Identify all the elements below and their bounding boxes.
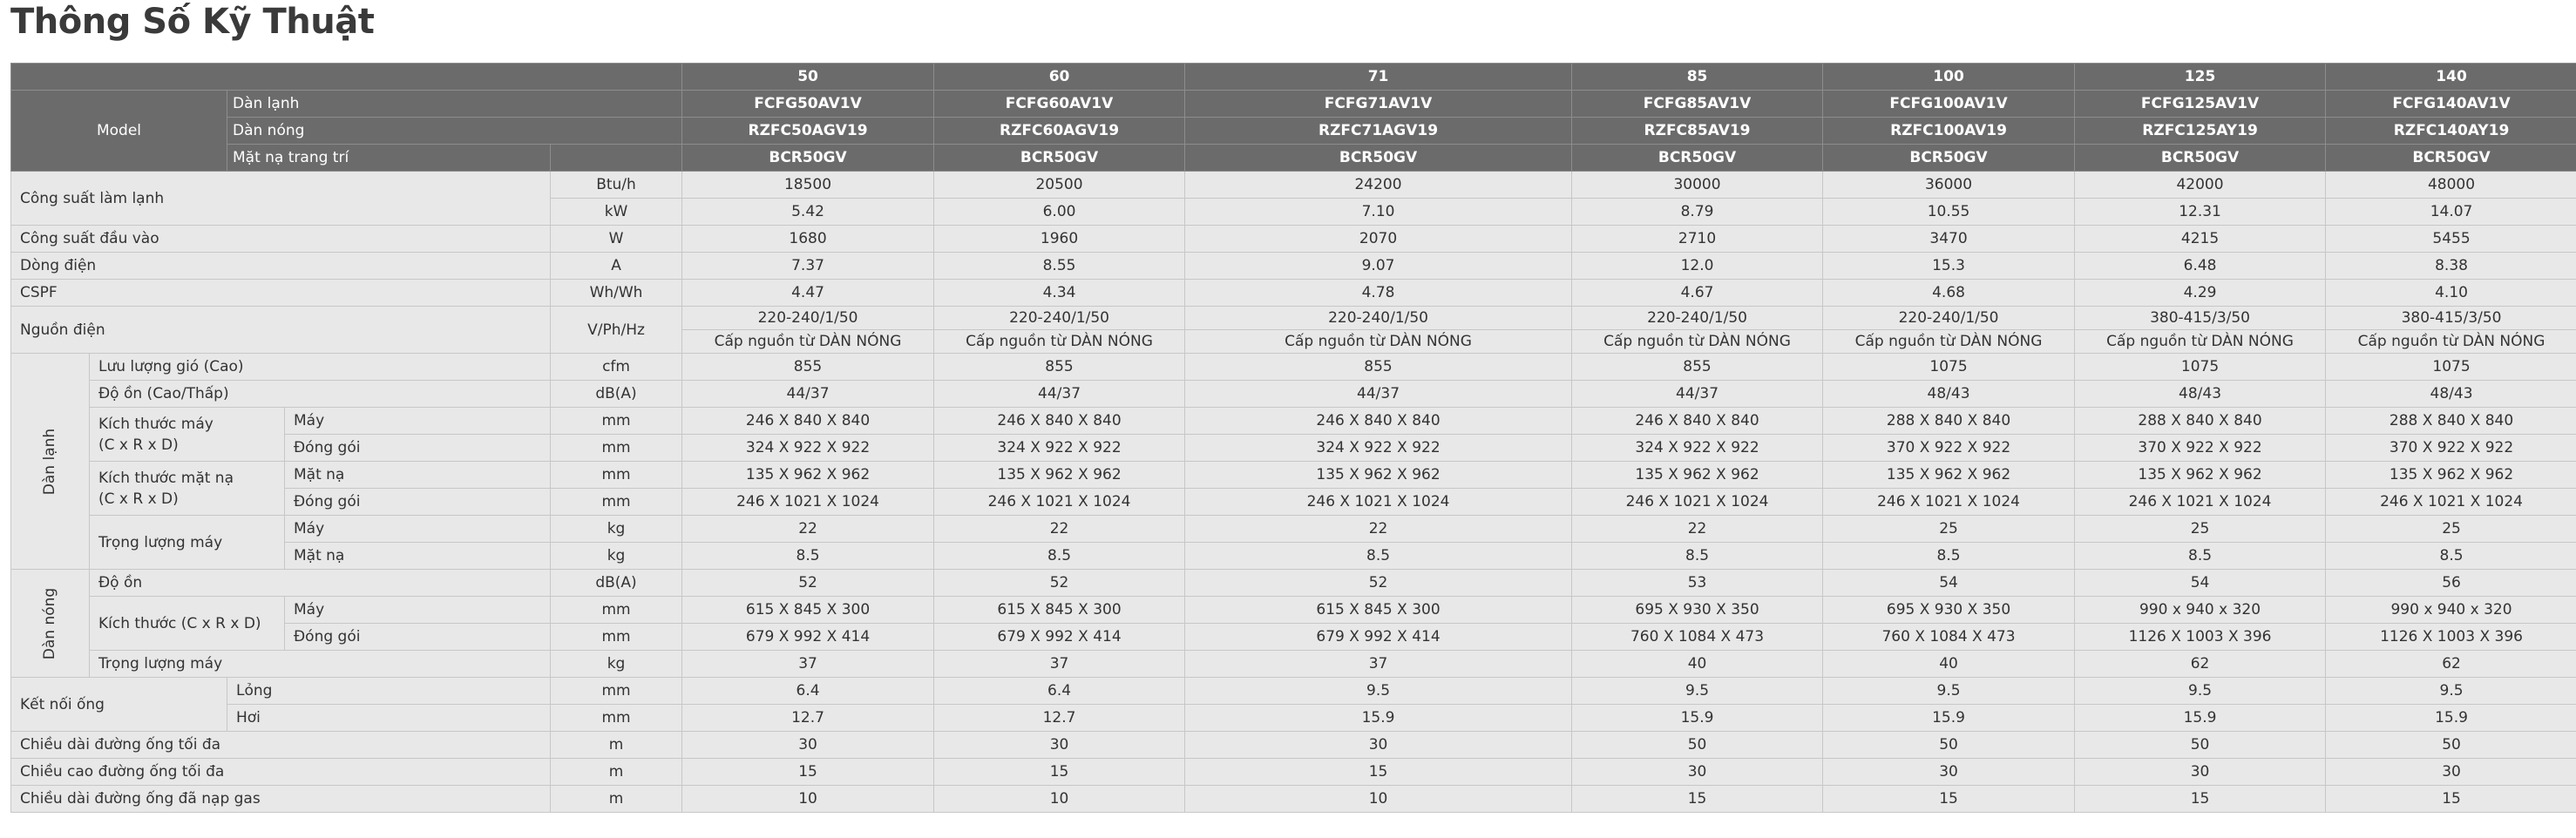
value-cell: 44/37 xyxy=(1185,381,1572,408)
value-cell: 6.00 xyxy=(934,199,1185,226)
value-cell: 50 xyxy=(1823,732,2075,759)
value-cell: 30000 xyxy=(1572,172,1823,199)
sub-label: Đóng gói xyxy=(285,435,551,462)
value-cell: 246 X 840 X 840 xyxy=(1185,408,1572,435)
outdoor-model: RZFC100AV19 xyxy=(1823,118,2075,145)
indoor-group-text: Dàn lạnh xyxy=(41,428,59,495)
value-cell: 9.5 xyxy=(1572,678,1823,705)
unit-cell: mm xyxy=(551,408,682,435)
value-cell: 20500 xyxy=(934,172,1185,199)
capacity-header: 100 xyxy=(1823,64,2075,91)
unit-cell: m xyxy=(551,786,682,813)
unit-cell: mm xyxy=(551,597,682,624)
value-cell: 8.5 xyxy=(2326,543,2576,570)
value-cell: 56 xyxy=(2326,570,2576,597)
unit-cell: kW xyxy=(551,199,682,226)
value-cell: 246 X 1021 X 1024 xyxy=(1823,489,2075,516)
header-blank xyxy=(11,64,682,91)
value-cell: 8.55 xyxy=(934,253,1185,280)
value-cell: 4.34 xyxy=(934,280,1185,307)
value-cell: 50 xyxy=(2075,732,2326,759)
value-cell: 30 xyxy=(1572,759,1823,786)
value-cell: 15 xyxy=(2326,786,2576,813)
indoor-label: Dàn lạnh xyxy=(227,91,682,118)
value-cell: Cấp nguồn từ DÀN NÓNG xyxy=(1572,330,1823,354)
value-cell: 15 xyxy=(682,759,934,786)
value-cell: 62 xyxy=(2075,651,2326,678)
value-cell: 8.5 xyxy=(682,543,934,570)
value-cell: 246 X 1021 X 1024 xyxy=(2326,489,2576,516)
value-cell: 40 xyxy=(1572,651,1823,678)
value-cell: 380-415/3/50 xyxy=(2326,307,2576,330)
row-weight-unit xyxy=(11,516,2576,543)
value-cell: 15 xyxy=(2075,786,2326,813)
header-row-outdoor xyxy=(11,118,2576,145)
value-cell: 12.7 xyxy=(682,705,934,732)
value-cell: 370 X 922 X 922 xyxy=(2075,435,2326,462)
row-label: Chiều dài đường ống đã nạp gas xyxy=(11,786,551,813)
row-btuh xyxy=(11,172,2576,199)
row-label: Nguồn điện xyxy=(11,307,551,354)
value-cell: 12.31 xyxy=(2075,199,2326,226)
value-cell: 1075 xyxy=(2075,354,2326,381)
value-cell: 246 X 840 X 840 xyxy=(934,408,1185,435)
value-cell: 30 xyxy=(1823,759,2075,786)
value-cell: 4215 xyxy=(2075,226,2326,253)
outdoor-model: RZFC85AV19 xyxy=(1572,118,1823,145)
outdoor-model: RZFC125AY19 xyxy=(2075,118,2326,145)
value-cell: 52 xyxy=(934,570,1185,597)
value-cell: 246 X 840 X 840 xyxy=(1572,408,1823,435)
value-cell: 220-240/1/50 xyxy=(1823,307,2075,330)
value-cell: 8.79 xyxy=(1572,199,1823,226)
value-cell: 246 X 1021 X 1024 xyxy=(934,489,1185,516)
value-cell: 36000 xyxy=(1823,172,2075,199)
row-cspf xyxy=(11,280,2576,307)
value-cell: 1680 xyxy=(682,226,934,253)
value-cell: 30 xyxy=(2075,759,2326,786)
unit-cell: dB(A) xyxy=(551,381,682,408)
outdoor-group-label xyxy=(11,570,90,678)
value-cell: 9.5 xyxy=(1185,678,1572,705)
value-cell: 679 X 992 X 414 xyxy=(682,624,934,651)
indoor-group-label xyxy=(11,354,90,570)
value-cell: 44/37 xyxy=(682,381,934,408)
row-noise-in xyxy=(11,381,2576,408)
value-cell: 855 xyxy=(682,354,934,381)
value-cell: 52 xyxy=(682,570,934,597)
row-label: CSPF xyxy=(11,280,551,307)
value-cell: 1960 xyxy=(934,226,1185,253)
value-cell: 30 xyxy=(934,732,1185,759)
value-cell: 4.47 xyxy=(682,280,934,307)
row-label: Dòng điện xyxy=(11,253,551,280)
value-cell: 6.48 xyxy=(2075,253,2326,280)
value-cell: 380-415/3/50 xyxy=(2075,307,2326,330)
value-cell: 324 X 922 X 922 xyxy=(934,435,1185,462)
row-label: Công suất làm lạnh xyxy=(11,172,551,226)
row-dim-unit xyxy=(11,408,2576,435)
value-cell: 25 xyxy=(2075,516,2326,543)
row-noise-out xyxy=(11,570,2576,597)
sub-label: Đóng gói xyxy=(285,624,551,651)
value-cell: 37 xyxy=(934,651,1185,678)
value-cell: 62 xyxy=(2326,651,2576,678)
value-cell: 760 X 1084 X 473 xyxy=(1572,624,1823,651)
sub-label: Mặt nạ xyxy=(285,462,551,489)
value-cell: 15.9 xyxy=(1823,705,2075,732)
value-cell: 8.5 xyxy=(1572,543,1823,570)
unit-cell: A xyxy=(551,253,682,280)
value-cell: 10 xyxy=(1185,786,1572,813)
row-label: Chiều dài đường ống tối đa xyxy=(11,732,551,759)
panel-label: Mặt nạ trang trí xyxy=(227,145,551,172)
value-cell: 135 X 962 X 962 xyxy=(1823,462,2075,489)
capacity-header: 50 xyxy=(682,64,934,91)
value-cell: 12.7 xyxy=(934,705,1185,732)
value-cell: 22 xyxy=(934,516,1185,543)
value-cell: 695 X 930 X 350 xyxy=(1572,597,1823,624)
value-cell: 7.10 xyxy=(1185,199,1572,226)
value-cell: 48000 xyxy=(2326,172,2576,199)
unit-cell: mm xyxy=(551,705,682,732)
value-cell: 990 x 940 x 320 xyxy=(2075,597,2326,624)
value-cell: Cấp nguồn từ DÀN NÓNG xyxy=(682,330,934,354)
indoor-model: FCFG125AV1V xyxy=(2075,91,2326,118)
value-cell: 22 xyxy=(1572,516,1823,543)
value-cell: 25 xyxy=(2326,516,2576,543)
value-cell: 15.9 xyxy=(1572,705,1823,732)
row-liquid xyxy=(11,678,2576,705)
value-cell: 50 xyxy=(2326,732,2576,759)
value-cell: 4.67 xyxy=(1572,280,1823,307)
unit-cell: mm xyxy=(551,462,682,489)
value-cell: 12.0 xyxy=(1572,253,1823,280)
unit-cell: kg xyxy=(551,543,682,570)
value-cell: 855 xyxy=(1572,354,1823,381)
value-cell: 135 X 962 X 962 xyxy=(2075,462,2326,489)
indoor-model: FCFG50AV1V xyxy=(682,91,934,118)
value-cell: 135 X 962 X 962 xyxy=(934,462,1185,489)
value-cell: 5455 xyxy=(2326,226,2576,253)
row-label: Kích thước (C x R x D) xyxy=(90,597,285,651)
unit-cell: m xyxy=(551,732,682,759)
capacity-header: 125 xyxy=(2075,64,2326,91)
value-cell: 2070 xyxy=(1185,226,1572,253)
row-power-1 xyxy=(11,307,2576,330)
value-cell: 8.5 xyxy=(1185,543,1572,570)
panel-model: BCR50GV xyxy=(2326,145,2576,172)
header-row-panel xyxy=(11,145,2576,172)
value-cell: 10.55 xyxy=(1823,199,2075,226)
value-cell: 9.5 xyxy=(2075,678,2326,705)
panel-model: BCR50GV xyxy=(1572,145,1823,172)
unit-cell: mm xyxy=(551,435,682,462)
row-out-weight xyxy=(11,651,2576,678)
unit-cell: kg xyxy=(551,516,682,543)
value-cell: 1126 X 1003 X 396 xyxy=(2075,624,2326,651)
row-label-line: (C x R x D) xyxy=(98,490,179,508)
row-out-pack xyxy=(11,624,2576,651)
value-cell: Cấp nguồn từ DÀN NÓNG xyxy=(1823,330,2075,354)
value-cell: 15 xyxy=(1185,759,1572,786)
value-cell: 22 xyxy=(1185,516,1572,543)
value-cell: 288 X 840 X 840 xyxy=(2326,408,2576,435)
value-cell: 15.9 xyxy=(2075,705,2326,732)
indoor-model: FCFG140AV1V xyxy=(2326,91,2576,118)
indoor-model: FCFG85AV1V xyxy=(1572,91,1823,118)
value-cell: 10 xyxy=(682,786,934,813)
capacity-header: 140 xyxy=(2326,64,2576,91)
value-cell: 695 X 930 X 350 xyxy=(1823,597,2075,624)
value-cell: 15 xyxy=(1572,786,1823,813)
value-cell: 7.37 xyxy=(682,253,934,280)
outdoor-group-text: Dàn nóng xyxy=(41,587,59,659)
row-panel-dim xyxy=(11,462,2576,489)
value-cell: 9.5 xyxy=(1823,678,2075,705)
unit-cell: cfm xyxy=(551,354,682,381)
value-cell: 30 xyxy=(2326,759,2576,786)
value-cell: 15 xyxy=(934,759,1185,786)
value-cell: 2710 xyxy=(1572,226,1823,253)
value-cell: 324 X 922 X 922 xyxy=(682,435,934,462)
value-cell: 679 X 992 X 414 xyxy=(1185,624,1572,651)
outdoor-model: RZFC71AGV19 xyxy=(1185,118,1572,145)
row-label: Trọng lượng máy xyxy=(90,651,551,678)
value-cell: 760 X 1084 X 473 xyxy=(1823,624,2075,651)
value-cell: 135 X 962 X 962 xyxy=(2326,462,2576,489)
value-cell: 220-240/1/50 xyxy=(682,307,934,330)
value-cell: 5.42 xyxy=(682,199,934,226)
value-cell: 10 xyxy=(934,786,1185,813)
panel-model: BCR50GV xyxy=(934,145,1185,172)
value-cell: 44/37 xyxy=(1572,381,1823,408)
row-label: Chiều cao đường ống tối đa xyxy=(11,759,551,786)
value-cell: 53 xyxy=(1572,570,1823,597)
value-cell: 135 X 962 X 962 xyxy=(682,462,934,489)
sub-label: Mặt nạ xyxy=(285,543,551,570)
value-cell: Cấp nguồn từ DÀN NÓNG xyxy=(934,330,1185,354)
panel-model: BCR50GV xyxy=(1823,145,2075,172)
value-cell: 615 X 845 X 300 xyxy=(1185,597,1572,624)
value-cell: 15 xyxy=(1823,786,2075,813)
capacity-header: 71 xyxy=(1185,64,1572,91)
value-cell: 30 xyxy=(682,732,934,759)
sub-label: Lỏng xyxy=(227,678,551,705)
row-gas xyxy=(11,705,2576,732)
row-airflow xyxy=(11,354,2576,381)
value-cell: 220-240/1/50 xyxy=(1185,307,1572,330)
unit-cell: m xyxy=(551,759,682,786)
value-cell: 22 xyxy=(682,516,934,543)
value-cell: 246 X 1021 X 1024 xyxy=(2075,489,2326,516)
value-cell: 15.3 xyxy=(1823,253,2075,280)
value-cell: 54 xyxy=(1823,570,2075,597)
unit-cell: dB(A) xyxy=(551,570,682,597)
value-cell: 8.38 xyxy=(2326,253,2576,280)
row-label: Công suất đầu vào xyxy=(11,226,551,253)
value-cell: 324 X 922 X 922 xyxy=(1185,435,1572,462)
value-cell: 50 xyxy=(1572,732,1823,759)
value-cell: 15.9 xyxy=(2326,705,2576,732)
value-cell: Cấp nguồn từ DÀN NÓNG xyxy=(2075,330,2326,354)
header-row-indoor xyxy=(11,91,2576,118)
value-cell: 48/43 xyxy=(2326,381,2576,408)
sub-label: Máy xyxy=(285,597,551,624)
row-weight-panel xyxy=(11,543,2576,570)
value-cell: 288 X 840 X 840 xyxy=(1823,408,2075,435)
value-cell: 44/37 xyxy=(934,381,1185,408)
value-cell: 18500 xyxy=(682,172,934,199)
value-cell: 1126 X 1003 X 396 xyxy=(2326,624,2576,651)
sub-label: Máy xyxy=(285,516,551,543)
row-label: Kết nối ống xyxy=(11,678,227,732)
value-cell: 4.10 xyxy=(2326,280,2576,307)
model-label: Model xyxy=(11,91,227,172)
unit-cell: mm xyxy=(551,678,682,705)
capacity-header: 85 xyxy=(1572,64,1823,91)
capacity-header: 60 xyxy=(934,64,1185,91)
row-current xyxy=(11,253,2576,280)
value-cell: 135 X 962 X 962 xyxy=(1185,462,1572,489)
value-cell: 855 xyxy=(1185,354,1572,381)
outdoor-label: Dàn nóng xyxy=(227,118,682,145)
value-cell: 6.4 xyxy=(934,678,1185,705)
value-cell: 288 X 840 X 840 xyxy=(2075,408,2326,435)
row-max-len xyxy=(11,732,2576,759)
value-cell: 990 x 940 x 320 xyxy=(2326,597,2576,624)
value-cell: 9.07 xyxy=(1185,253,1572,280)
value-cell: 48/43 xyxy=(2075,381,2326,408)
value-cell: 37 xyxy=(682,651,934,678)
value-cell: 246 X 1021 X 1024 xyxy=(682,489,934,516)
row-out-dim xyxy=(11,597,2576,624)
value-cell: 40 xyxy=(1823,651,2075,678)
row-label xyxy=(90,408,285,462)
sub-label: Máy xyxy=(285,408,551,435)
value-cell: Cấp nguồn từ DÀN NÓNG xyxy=(2326,330,2576,354)
value-cell: 52 xyxy=(1185,570,1572,597)
row-label: Độ ồn (Cao/Thấp) xyxy=(90,381,551,408)
value-cell: 324 X 922 X 922 xyxy=(1572,435,1823,462)
value-cell: 9.5 xyxy=(2326,678,2576,705)
row-label xyxy=(90,462,285,516)
row-label-line: Kích thước mặt nạ xyxy=(98,469,234,487)
spec-table xyxy=(10,63,2576,813)
value-cell: 615 X 845 X 300 xyxy=(682,597,934,624)
value-cell: 25 xyxy=(1823,516,2075,543)
outdoor-model: RZFC60AGV19 xyxy=(934,118,1185,145)
value-cell: 370 X 922 X 922 xyxy=(1823,435,2075,462)
value-cell: 37 xyxy=(1185,651,1572,678)
value-cell: 220-240/1/50 xyxy=(934,307,1185,330)
value-cell: 615 X 845 X 300 xyxy=(934,597,1185,624)
value-cell: 8.5 xyxy=(1823,543,2075,570)
value-cell: 8.5 xyxy=(934,543,1185,570)
panel-model: BCR50GV xyxy=(2075,145,2326,172)
sub-label: Đóng gói xyxy=(285,489,551,516)
value-cell: 48/43 xyxy=(1823,381,2075,408)
row-label-line: Kích thước máy xyxy=(98,415,214,433)
value-cell: 4.29 xyxy=(2075,280,2326,307)
sub-label: Hơi xyxy=(227,705,551,732)
value-cell: 1075 xyxy=(2326,354,2576,381)
value-cell: 4.78 xyxy=(1185,280,1572,307)
header-row-capacity xyxy=(11,64,2576,91)
value-cell: 4.68 xyxy=(1823,280,2075,307)
unit-cell: mm xyxy=(551,624,682,651)
outdoor-model: RZFC140AY19 xyxy=(2326,118,2576,145)
indoor-model: FCFG60AV1V xyxy=(934,91,1185,118)
unit-cell: W xyxy=(551,226,682,253)
outdoor-model: RZFC50AGV19 xyxy=(682,118,934,145)
row-label: Trọng lượng máy xyxy=(90,516,285,570)
value-cell: 14.07 xyxy=(2326,199,2576,226)
row-input xyxy=(11,226,2576,253)
value-cell: 246 X 1021 X 1024 xyxy=(1572,489,1823,516)
unit-cell: Wh/Wh xyxy=(551,280,682,307)
row-dim-pack xyxy=(11,435,2576,462)
value-cell: 3470 xyxy=(1823,226,2075,253)
row-precharged xyxy=(11,786,2576,813)
row-label: Lưu lượng gió (Cao) xyxy=(90,354,551,381)
panel-model: BCR50GV xyxy=(1185,145,1572,172)
panel-model: BCR50GV xyxy=(682,145,934,172)
value-cell: 24200 xyxy=(1185,172,1572,199)
value-cell: 246 X 840 X 840 xyxy=(682,408,934,435)
value-cell: 679 X 992 X 414 xyxy=(934,624,1185,651)
value-cell: Cấp nguồn từ DÀN NÓNG xyxy=(1185,330,1572,354)
unit-cell: mm xyxy=(551,489,682,516)
value-cell: 855 xyxy=(934,354,1185,381)
value-cell: 220-240/1/50 xyxy=(1572,307,1823,330)
value-cell: 246 X 1021 X 1024 xyxy=(1185,489,1572,516)
value-cell: 54 xyxy=(2075,570,2326,597)
value-cell: 370 X 922 X 922 xyxy=(2326,435,2576,462)
value-cell: 1075 xyxy=(1823,354,2075,381)
page-title: Thông Số Kỹ Thuật xyxy=(10,2,375,42)
value-cell: 135 X 962 X 962 xyxy=(1572,462,1823,489)
row-label-line: (C x R x D) xyxy=(98,436,179,454)
unit-cell: V/Ph/Hz xyxy=(551,307,682,354)
value-cell: 6.4 xyxy=(682,678,934,705)
row-label: Độ ồn xyxy=(90,570,551,597)
value-cell: 30 xyxy=(1185,732,1572,759)
unit-cell: Btu/h xyxy=(551,172,682,199)
row-max-height xyxy=(11,759,2576,786)
indoor-model: FCFG100AV1V xyxy=(1823,91,2075,118)
value-cell: 8.5 xyxy=(2075,543,2326,570)
value-cell: 42000 xyxy=(2075,172,2326,199)
value-cell: 15.9 xyxy=(1185,705,1572,732)
header-blank xyxy=(551,145,682,172)
unit-cell: kg xyxy=(551,651,682,678)
indoor-model: FCFG71AV1V xyxy=(1185,91,1572,118)
row-panel-pack xyxy=(11,489,2576,516)
